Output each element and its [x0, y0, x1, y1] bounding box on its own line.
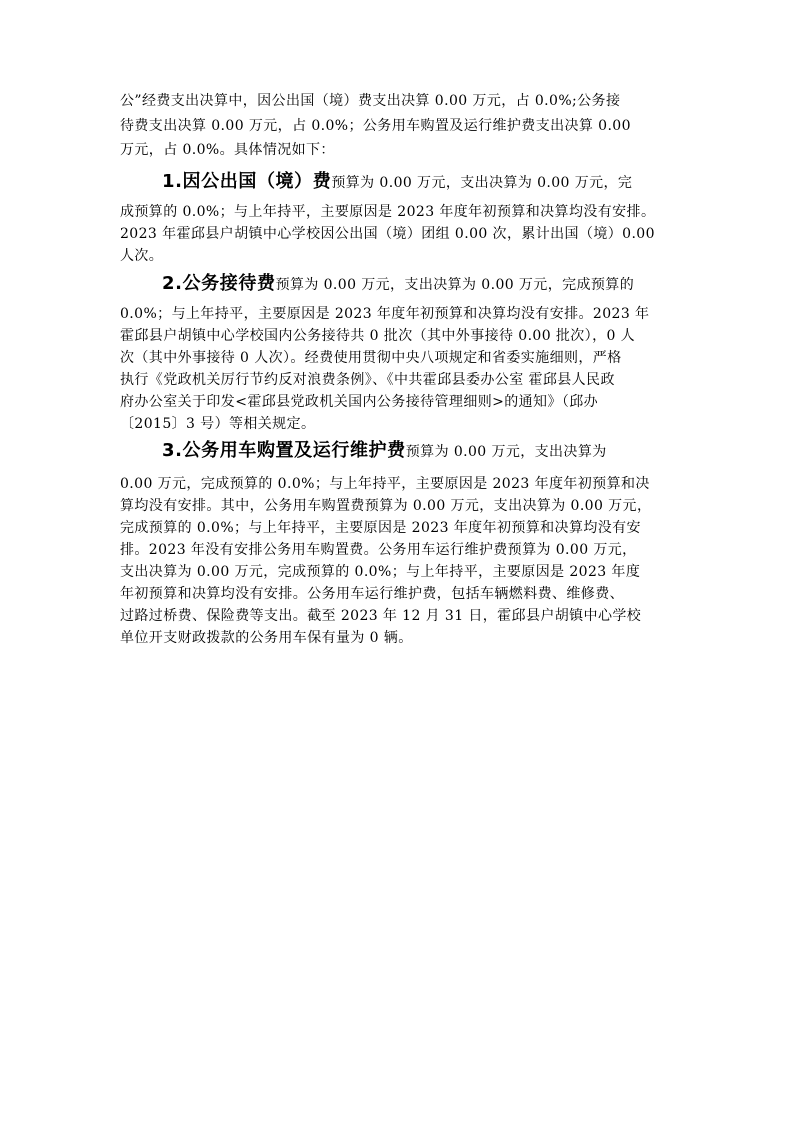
section-line: 年初预算和决算均没有安排。公务用车运行维护费，包括车辆燃料费、维修费、: [120, 586, 624, 602]
section-line: 霍邱县户胡镇中心学校国内公务接待共 0 批次（其中外事接待 0.00 批次），0 人: [120, 328, 636, 344]
section-heading: 2.公务接待费: [162, 273, 276, 294]
section-text: 预算为 0.00 万元，支出决算为 0.00 万元，完成预算的: [275, 277, 635, 293]
section-line: 单位开支财政拨款的公务用车保有量为 0 辆。: [120, 630, 413, 646]
section-first-line: [162, 438, 680, 464]
section-line: 算均没有安排。其中，公务用车购置费预算为 0.00 万元，支出决算为 0.00 万元，: [120, 498, 652, 514]
section-heading: 1.因公出国（境）费: [162, 171, 332, 192]
section-line: 执行《党政机关厉行节约反对浪费条例》、《中共霍邱县委办公室 霍邱县人民政: [120, 372, 615, 388]
intro-line: 万元，占 0.0%。具体情况如下：: [120, 142, 335, 158]
section-text: 预算为 0.00 万元，支出决算为: [405, 444, 607, 460]
section-line: 成预算的 0.0%；与上年持平，主要原因是 2023 年度年初预算和决算均没有安排。: [120, 204, 656, 220]
section-line: 人次。: [120, 248, 164, 264]
section-line: 完成预算的 0.0%；与上年持平，主要原因是 2023 年度年初预算和决算均没有安: [120, 520, 641, 536]
section-first-line: [162, 170, 680, 194]
section-line: 排。2023 年没有安排公务用车购置费。公务用车运行维护费预算为 0.00 万元，: [120, 542, 637, 558]
intro-line: 待费支出决算 0.00 万元，占 0.0%；公务用车购置及运行维护费支出决算 0.00: [120, 118, 631, 134]
section-line: 0.0%；与上年持平，主要原因是 2023 年度年初预算和决算均没有安排。2023 年: [120, 306, 650, 322]
section-line: 0.00 万元，完成预算的 0.0%；与上年持平，主要原因是 2023 年度年初预算和决: [120, 476, 650, 492]
section-text: 预算为 0.00 万元，支出决算为 0.00 万元，完: [331, 175, 633, 191]
section-heading: 3.公务用车购置及运行维护费: [162, 440, 406, 461]
section-line: 次（其中外事接待 0 人次）。经费使用贯彻中央八项规定和省委实施细则，严格: [120, 350, 622, 366]
section-line: 府办公室关于印发<霍邱县党政机关国内公务接待管理细则>的通知》（邱办: [120, 394, 599, 410]
section-line: 过路过桥费、保险费等支出。截至 2023 年 12 月 31 日，霍邱县户胡镇中心学校: [120, 608, 642, 624]
section-line: 〔2015〕3 号）等相关规定。: [120, 416, 316, 432]
section-first-line: [162, 272, 680, 296]
intro-line: 公”经费支出决算中，因公出国（境）费支出决算 0.00 万元，占 0.0%;公务接: [120, 93, 621, 109]
section-line: 2023 年霍邱县户胡镇中心学校因公出国（境）团组 0.00 次，累计出国（境）0.00: [120, 226, 655, 242]
section-line: 支出决算为 0.00 万元，完成预算的 0.0%；与上年持平，主要原因是 2023 年度: [120, 564, 641, 580]
